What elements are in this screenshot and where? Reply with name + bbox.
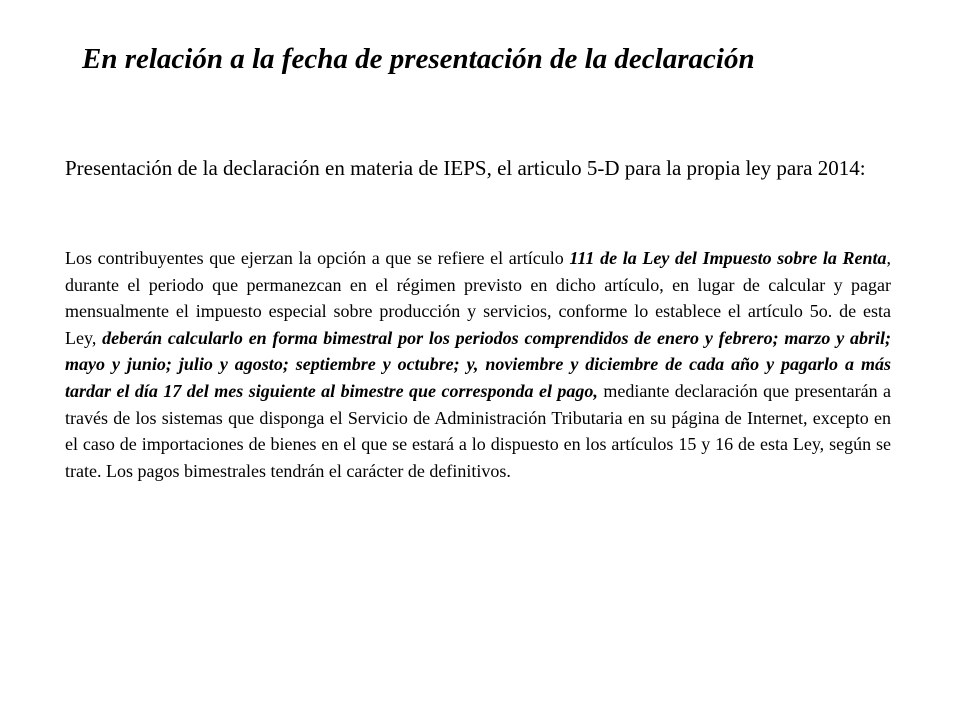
article-law-reference: 111 de la Ley del Impuesto sobre la Renta — [569, 248, 887, 268]
slide-title: En relación a la fecha de presentación de la declaración — [82, 43, 755, 75]
article-paragraph — [65, 245, 891, 484]
article-text-1: Los contribuyentes que ejerzan la opción a que se refiere el artículo — [65, 248, 570, 268]
article-text-2: , durante el periodo que permanezcan en el régimen previsto en dicho artículo, en lugar de calcular y pagar mensualmente el impuesto especial sobre producción y servicios, conforme lo establece el artículo 5o. de esta Ley, — [65, 248, 891, 348]
article-text-3: mediante declaración que presentarán a través de los sistemas que disponga el Servicio de Administración Tributaria en su página de Internet, excepto en el caso de importaciones de bienes en el que se estará a lo dispuesto en los artículos 15 y 16 de esta Ley, según se trate. Los pagos bimestrales tendrán el carácter de definitivos. — [65, 380, 892, 481]
article-bimonthly-rule: deberán calcularlo en forma bimestral por los periodos comprendidos de enero y febrero; marzo y abril; mayo y junio; julio y agosto; septiembre y octubre; y, noviembre y diciembre de cada año y pagarlo a más tardar el día 17 del mes siguiente al bimestre que corresponda el pago, — [65, 327, 891, 401]
intro-paragraph: Presentación de la declaración en materia de IEPS, el articulo 5-D para la propia ley para 2014: — [65, 156, 866, 180]
